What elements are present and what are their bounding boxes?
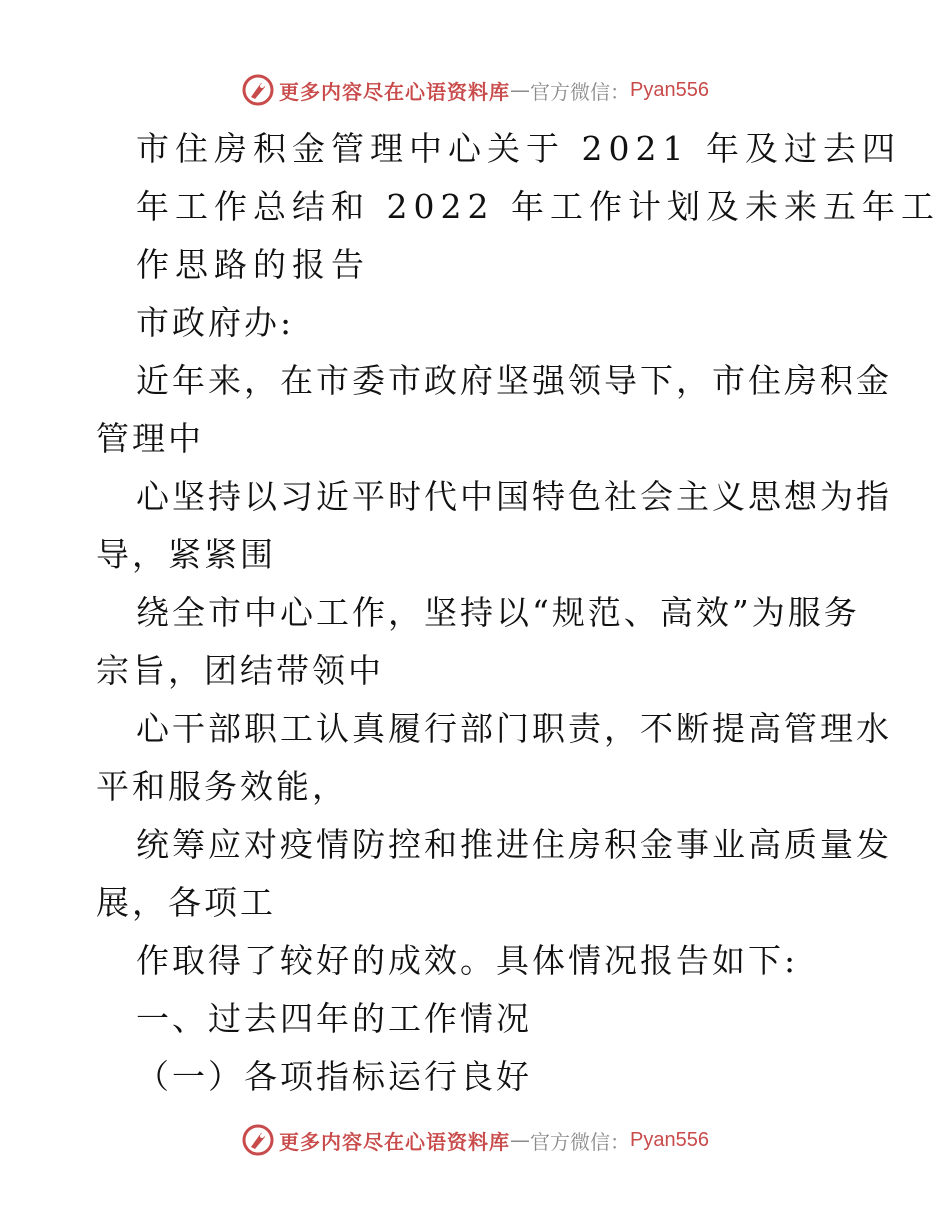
- banner-wechat-label: 官方微信：: [530, 79, 631, 104]
- paragraph-line: 管理中: [96, 419, 204, 458]
- banner-text: 更多内容尽在心语资料库: [279, 1129, 511, 1154]
- document-body: [96, 120, 940, 1106]
- banner-separator: —: [510, 1128, 531, 1152]
- doc-title-line-2: 年工作总结和 2022 年工作计划及未来五年工: [136, 187, 940, 226]
- banner-wechat-id: Pyan556: [630, 1128, 709, 1151]
- header-banner: [0, 70, 950, 110]
- pen-nib-logo-icon: [241, 73, 275, 107]
- subsection-heading: （一）各项指标运行良好: [136, 1057, 532, 1096]
- pen-nib-logo-icon: [241, 1123, 275, 1157]
- paragraph-line: 统筹应对疫情防控和推进住房积金事业高质量发: [136, 825, 892, 864]
- paragraph-line: 近年来，在市委市政府坚强领导下，市住房积金: [136, 361, 892, 400]
- doc-title-line-3: 作思路的报告: [136, 245, 370, 284]
- paragraph-line: 心干部职工认真履行部门职责，不断提高管理水: [136, 709, 892, 748]
- banner-separator: —: [510, 78, 531, 102]
- banner-text: 更多内容尽在心语资料库: [279, 79, 511, 104]
- paragraph-line: 绕全市中心工作，坚持以“规范、高效”为服务: [136, 593, 860, 632]
- paragraph-line: 宗旨，团结带领中: [96, 651, 384, 690]
- banner-wechat-id: Pyan556: [630, 78, 709, 101]
- paragraph-line: 作取得了较好的成效。具体情况报告如下:: [136, 941, 799, 980]
- section-heading: 一、过去四年的工作情况: [136, 999, 532, 1038]
- doc-title-line-1: 市住房积金管理中心关于 2021 年及过去四: [136, 129, 901, 168]
- paragraph-line: 平和服务效能，: [96, 767, 348, 806]
- recipient: 市政府办:: [136, 303, 295, 342]
- paragraph-line: 导，紧紧围: [96, 535, 276, 574]
- footer-banner: [0, 1120, 950, 1160]
- paragraph-line: 心坚持以习近平时代中国特色社会主义思想为指: [136, 477, 892, 516]
- paragraph-line: 展，各项工: [96, 883, 276, 922]
- banner-wechat-label: 官方微信：: [530, 1129, 631, 1154]
